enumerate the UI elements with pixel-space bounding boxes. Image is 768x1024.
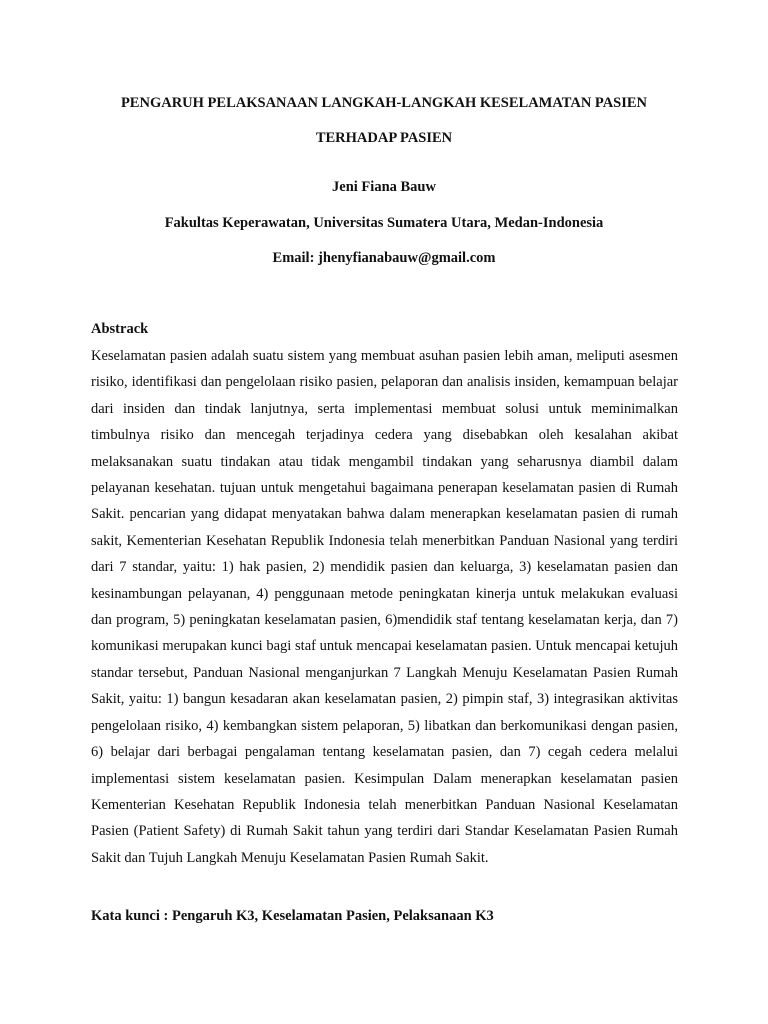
title-line-1: PENGARUH PELAKSANAAN LANGKAH-LANGKAH KESELAMATAN PASIEN (120, 95, 648, 111)
author-email: Email: jhenyfianabauw@gmail.com (272, 250, 496, 266)
abstract-heading: Abstrack (91, 321, 149, 337)
abstract-body: Keselamatan pasien adalah suatu sistem yang membuat asuhan pasien lebih aman, meliputi asesmen risiko, identifikasi dan pengelolaan risiko pasien, pelaporan dan analisis insiden, kemampuan belajar dari insiden dan tindak lanjutnya, serta implementasi membuat solusi untuk meminimalkan timbulnya risiko dan mencegah terjadinya cedera yang disebabkan oleh kesalahan akibat melaksanakan suatu tindakan atau tidak mengambil tindakan yang seharusnya diambil dalam pelayanan kesehatan. tujuan untuk mengetahui bagaimana penerapan keselamatan pasien di Rumah Sakit. pencarian yang didapat menyatakan bahwa dalam menerapkan keselamatan pasien di rumah sakit, Kementerian Kesehatan Republik Indonesia telah menerbitkan Panduan Nasional yang terdiri dari 7 standar, yaitu: 1) hak pasien, 2) mendidik pasien dan keluarga, 3) keselamatan pasien dan kesinambungan pelayanan, 4) penggunaan metode peningkatan kinerja untuk melakukan evaluasi dan program, 5) peningkatan keselamatan pasien, 6)mendidik staf tentang keselamatan kerja, dan 7) komunikasi merupakan kunci bagi staf untuk mencapai keselamatan pasien. Untuk mencapai ketujuh standar tersebut, Panduan Nasional menganjurkan 7 Langkah Menuju Keselamatan Pasien Rumah Sakit, yaitu: 1) bangun kesadaran akan keselamatan pasien, 2) pimpin staf, 3) integrasikan aktivitas pengelolaan risiko, 4) kembangkan sistem pelaporan, 5) libatkan dan berkomunikasi dengan pasien, 6) belajar dari berbagai pengalaman tentang keselamatan pasien, dan 7) cegah cedera melalui implementasi sistem keselamatan pasien. Kesimpulan Dalam menerapkan keselamatan pasien Kementerian Kesehatan Republik Indonesia telah menerbitkan Panduan Nasional Keselamatan Pasien (Patient Safety) di Rumah Sakit tahun yang terdiri dari Standar Keselamatan Pasien Rumah Sakit dan Tujuh Langkah Menuju Keselamatan Pasien Rumah Sakit. (91, 348, 678, 866)
keywords-line: Kata kunci : Pengaruh K3, Keselamatan Pasien, Pelaksanaan K3 (91, 908, 494, 924)
author-name: Jeni Fiana Bauw (332, 179, 436, 195)
author-affiliation: Fakultas Keperawatan, Universitas Sumatera Utara, Medan-Indonesia (164, 215, 604, 231)
title-line-2: TERHADAP PASIEN (315, 130, 453, 146)
